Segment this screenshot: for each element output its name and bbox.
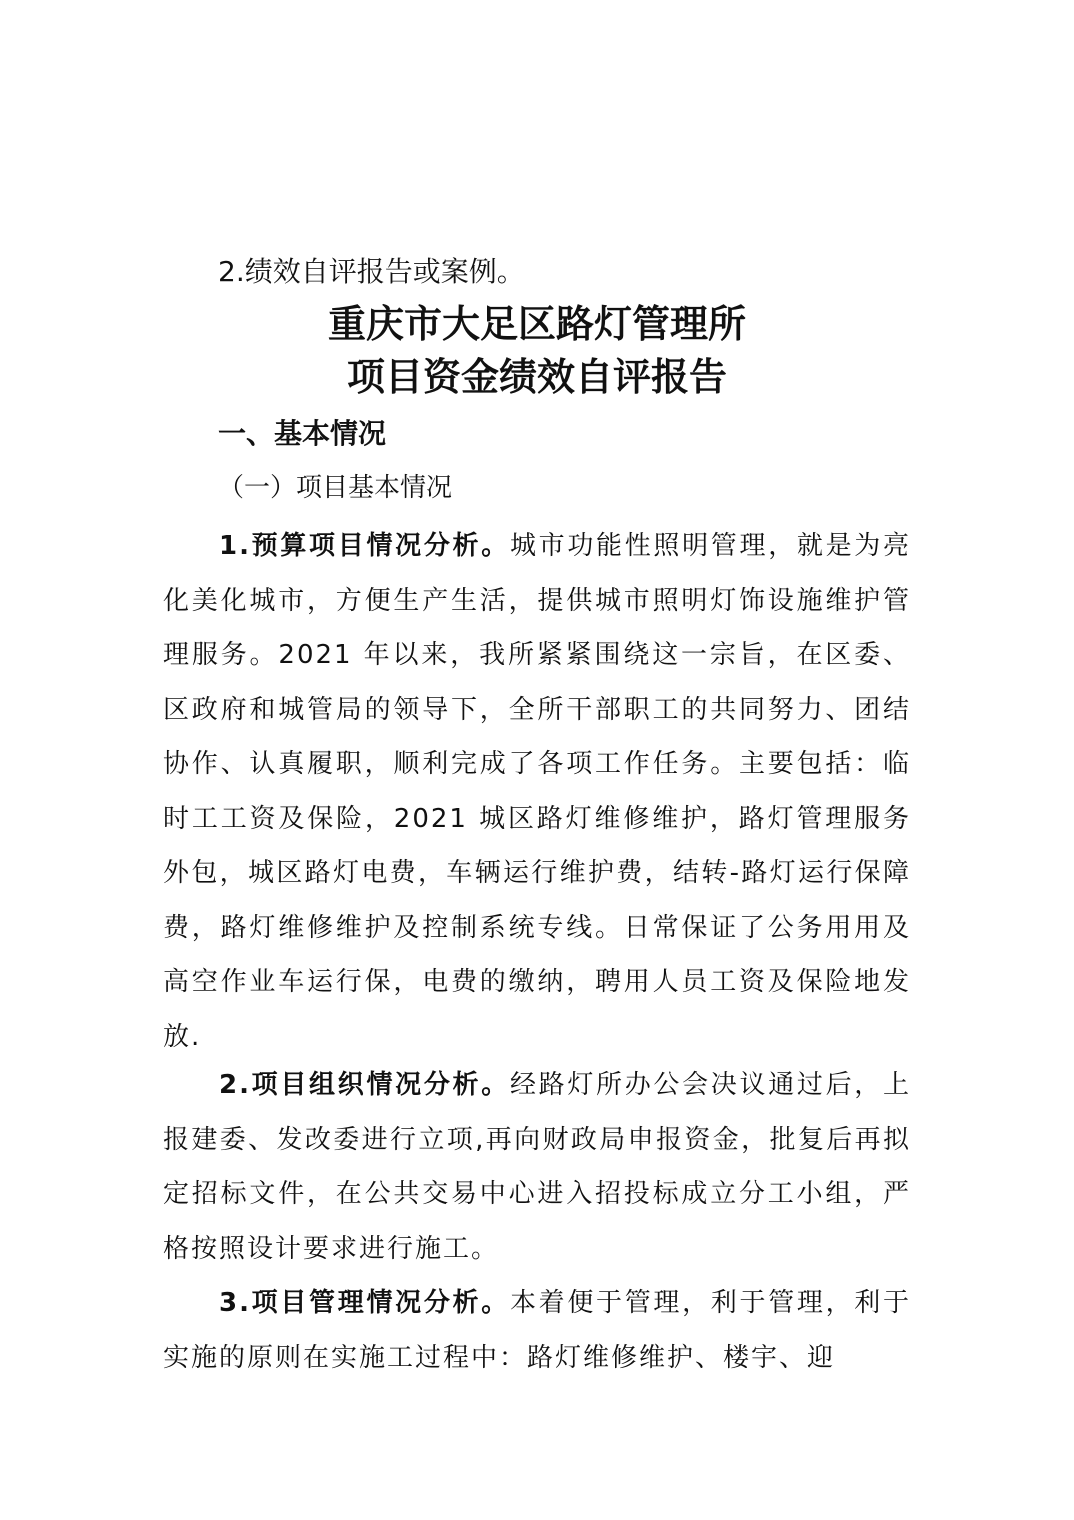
report-title-line-1: 重庆市大足区路灯管理所	[327, 301, 746, 346]
paragraph-lead: 2.项目组织情况分析。	[219, 1070, 510, 1100]
paragraph-budget-analysis	[163, 519, 911, 1064]
attachment-label: 2.绩效自评报告或案例。	[218, 255, 525, 288]
paragraph-management-analysis	[163, 1276, 911, 1385]
report-title-line-2: 项目资金绩效自评报告	[346, 354, 727, 399]
paragraph-body: 本着便于管理，利于管理，利于实施的原则在实施工过程中：路灯维修维护、楼宇、迎	[163, 1288, 911, 1373]
subsection-heading-project-info: （一）项目基本情况	[218, 473, 453, 503]
paragraph-lead: 3.项目管理情况分析。	[219, 1288, 510, 1318]
paragraph-organization-analysis	[163, 1058, 911, 1276]
paragraph-body: 城市功能性照明管理，就是为亮化美化城市，方便生产生活，提供城市照明灯饰设施维护管理服务。2021 年以来，我所紧紧围绕这一宗旨，在区委、区政府和城管局的领导下，全所干部职工的共同努力、团结协作、认真履职，顺利完成了各项工作任务。主要包括：临时工工资及保险，2021 城区路灯维修维护，路灯管理服务外包，城区路灯电费，车辆运行维护费，结转-路灯运行保障费，路灯维修维护及控制系统专线。日常保证了公务用用及高空作业车运行保，电费的缴纳，聘用人员工资及保险地发放.	[163, 531, 911, 1052]
section-heading-basic-info: 一、基本情况	[218, 417, 387, 450]
paragraph-lead: 1.预算项目情况分析。	[219, 531, 510, 561]
paragraph-body: 经路灯所办公会决议通过后，上报建委、发改委进行立项,再向财政局申报资金，批复后再拟定招标文件，在公共交易中心进入招投标成立分工小组，严格按照设计要求进行施工。	[163, 1070, 911, 1264]
